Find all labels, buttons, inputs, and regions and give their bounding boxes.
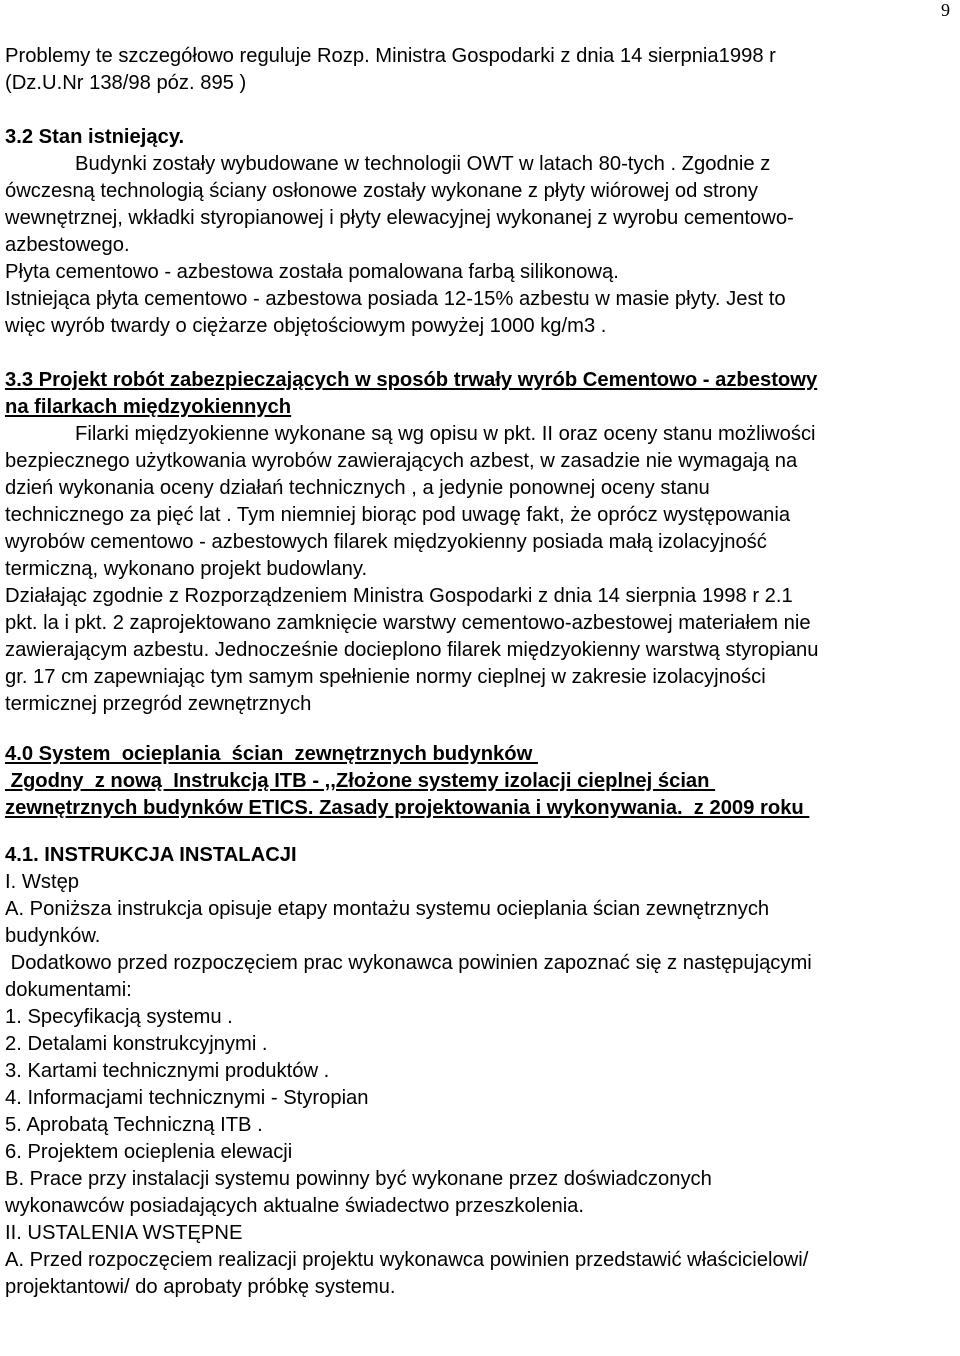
paragraph-line: pkt. la i pkt. 2 zaprojektowano zamknięcie warstwy cementowo-azbestowej materiałem nie (5, 612, 811, 634)
paragraph-line: projektantowi/ do aprobaty próbkę systemu. (5, 1276, 396, 1298)
paragraph-line: B. Prace przy instalacji systemu powinny być wykonane przez doświadczonych (5, 1168, 712, 1190)
paragraph-line: termiczną, wykonano projekt budowlany. (5, 558, 368, 580)
paragraph-line: gr. 17 cm zapewniając tym samym spełnienie normy cieplnej w zakresie izolacyjności (5, 666, 766, 688)
intro-line: (Dz.U.Nr 138/98 póz. 895 ) (5, 72, 247, 94)
paragraph-line: bezpiecznego użytkowania wyrobów zawierających azbest, w zasadzie nie wymagają na (5, 450, 798, 472)
section-4-1-heading: 4.1. INSTRUKCJA INSTALACJI (5, 844, 297, 866)
paragraph-line: II. USTALENIA WSTĘPNE (5, 1222, 243, 1244)
paragraph-line: ówczesną technologią ściany osłonowe zostały wykonane z płyty wiórowej od strony (5, 180, 758, 202)
section-4-0-heading: 4.0 System ocieplania ścian zewnętrznych budynków (5, 743, 538, 765)
paragraph-line: I. Wstęp (5, 871, 80, 893)
section-4-0-heading: zewnętrznych budynków ETICS. Zasady projektowania i wykonywania. z 2009 roku (5, 797, 810, 819)
paragraph-line: A. Poniższa instrukcja opisuje etapy montażu systemu ocieplania ścian zewnętrznych (5, 898, 770, 920)
section-3-3-heading: na filarkach międzyokiennych (5, 396, 292, 418)
paragraph-line: technicznego za pięć lat . Tym niemniej biorąc pod uwagę fakt, że oprócz występowania (5, 504, 791, 526)
paragraph-line: Budynki zostały wybudowane w technologii OWT w latach 80-tych . Zgodnie z (75, 153, 771, 175)
paragraph-line: wyrobów cementowo - azbestowych filarek międzyokienny posiada małą izolacyjność (5, 531, 767, 553)
paragraph-line: A. Przed rozpoczęciem realizacji projektu wykonawca powinien przedstawić właścicielowi/ (5, 1249, 809, 1271)
list-item: 4. Informacjami technicznymi - Styropian (5, 1087, 369, 1109)
intro-line: Problemy te szczegółowo reguluje Rozp. Ministra Gospodarki z dnia 14 sierpnia1998 r (5, 45, 776, 67)
paragraph-line: więc wyrób twardy o ciężarze objętościowym powyżej 1000 kg/m3 . (5, 315, 607, 337)
document-body (5, 43, 958, 1301)
paragraph-line: azbestowego. (5, 234, 130, 256)
paragraph-line: dzień wykonania oceny działań technicznych , a jedynie ponownej oceny stanu (5, 477, 710, 499)
paragraph-line: Dodatkowo przed rozpoczęciem prac wykonawca powinien zapoznać się z następującymi (5, 952, 812, 974)
list-item: 1. Specyfikacją systemu . (5, 1006, 233, 1028)
paragraph-line: wykonawców posiadających aktualne świadectwo przeszkolenia. (5, 1195, 585, 1217)
list-item: 6. Projektem ocieplenia elewacji (5, 1141, 293, 1163)
section-3-3-heading: 3.3 Projekt robót zabezpieczających w sposób trwały wyrób Cementowo - azbestowy (5, 369, 818, 391)
section-4-0-heading: Zgodny z nową Instrukcją ITB - ,,Złożone systemy izolacji cieplnej ścian (5, 770, 716, 792)
paragraph-line: zawierającym azbestu. Jednocześnie docieplono filarek międzyokienny warstwą styropianu (5, 639, 819, 661)
section-3-2-heading: 3.2 Stan istniejący. (5, 126, 185, 148)
page-number: 9 (941, 0, 950, 20)
list-item: 5. Aprobatą Techniczną ITB . (5, 1114, 263, 1136)
list-item: 2. Detalami konstrukcyjnymi . (5, 1033, 268, 1055)
paragraph-line: dokumentami: (5, 979, 132, 1001)
paragraph-line: wewnętrznej, wkładki styropianowej i płyty elewacyjnej wykonanej z wyrobu cementowo- (5, 207, 794, 229)
list-item: 3. Kartami technicznymi produktów . (5, 1060, 330, 1082)
paragraph-line: budynków. (5, 925, 101, 947)
paragraph-line: Filarki międzyokienne wykonane są wg opisu w pkt. II oraz oceny stanu możliwości (75, 423, 816, 445)
paragraph-line: Istniejąca płyta cementowo - azbestowa posiada 12-15% azbestu w masie płyty. Jest to (5, 288, 786, 310)
paragraph-line: Działając zgodnie z Rozporządzeniem Ministra Gospodarki z dnia 14 sierpnia 1998 r 2.1 (5, 585, 793, 607)
paragraph-line: termicznej przegród zewnętrznych (5, 693, 312, 715)
paragraph-line: Płyta cementowo - azbestowa została pomalowana farbą silikonową. (5, 261, 619, 283)
